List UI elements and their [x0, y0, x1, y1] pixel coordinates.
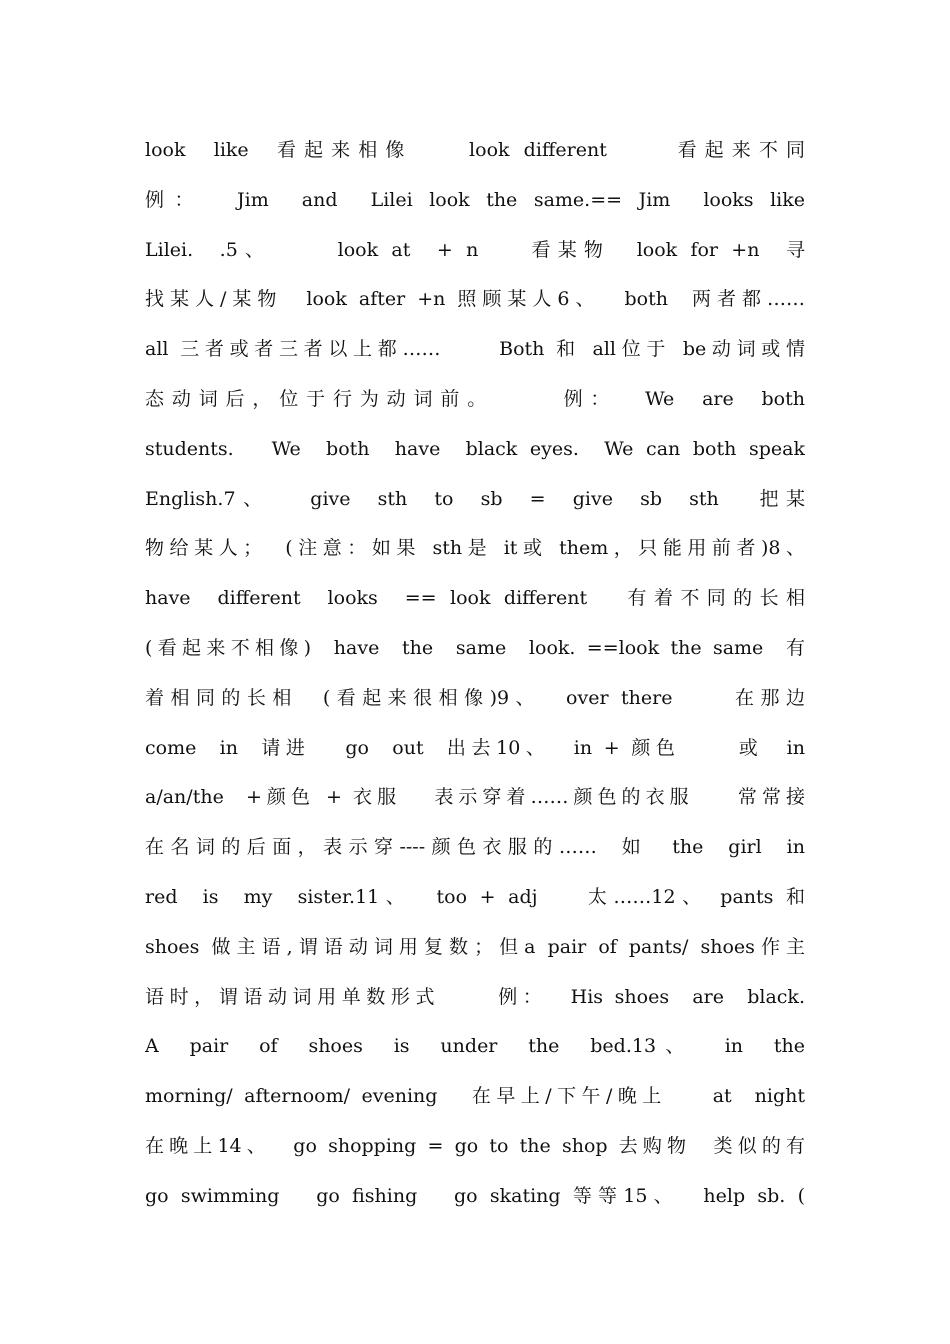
text-line: look like 看起来相像 look different 看起来不同	[145, 139, 805, 161]
text-line: students. We both have black eyes. We can both speak	[145, 437, 805, 460]
text-line: 态动词后，位于行为动词前。 例： We are both	[145, 387, 805, 410]
text-line: morning/ afternoom/ evening 在早上/下午/晚上 at night	[145, 1085, 805, 1108]
text-line: 物给某人； (注意：如果 sth是 it或 them，只能用前者)8、	[145, 537, 805, 560]
text-line: A pair of shoes is under the bed.13、 in the	[145, 1035, 805, 1058]
text-line: come in 请进 go out 出去10、 in + 颜色 或 in	[145, 736, 805, 759]
text-line: red is my sister.11、 too + adj 太……12、 pants 和	[145, 885, 805, 908]
text-line: Lilei. .5、 look at + n 看某物 look for +n 寻	[145, 238, 805, 261]
text-line: 着相同的长相 (看起来很相像)9、 over there 在那边	[145, 686, 805, 709]
body-text	[145, 126, 805, 1222]
text-line: go swimming go fishing go skating 等等15、 help sb. (	[145, 1184, 805, 1207]
text-line: have different looks == look different 有着不同的长相	[145, 587, 805, 610]
text-line: 找某人/某物 look after +n 照顾某人6、 both 两者都……	[145, 288, 805, 311]
text-line: 例： Jim and Lilei look the same.== Jim looks like	[145, 188, 805, 211]
text-line: 在名词的后面，表示穿----颜色衣服的…… 如 the girl in	[145, 836, 805, 859]
text-line: 语时，谓语动词用单数形式 例： His shoes are black.	[145, 985, 805, 1008]
text-line: 在晚上14、 go shopping = go to the shop 去购物 类似的有	[145, 1134, 805, 1157]
text-line: a/an/the +颜色 + 衣服 表示穿着……颜色的衣服 常常接	[145, 786, 805, 809]
text-line: English.7、 give sth to sb = give sb sth 把某	[145, 487, 805, 510]
text-line: shoes 做主语,谓语动词用复数；但a pair of pants/ shoes作主	[145, 935, 805, 958]
text-line: all 三者或者三者以上都…… Both 和 all位于 be动词或情	[145, 338, 805, 361]
text-line: (看起来不相像) have the same look. ==look the same 有	[145, 636, 805, 659]
